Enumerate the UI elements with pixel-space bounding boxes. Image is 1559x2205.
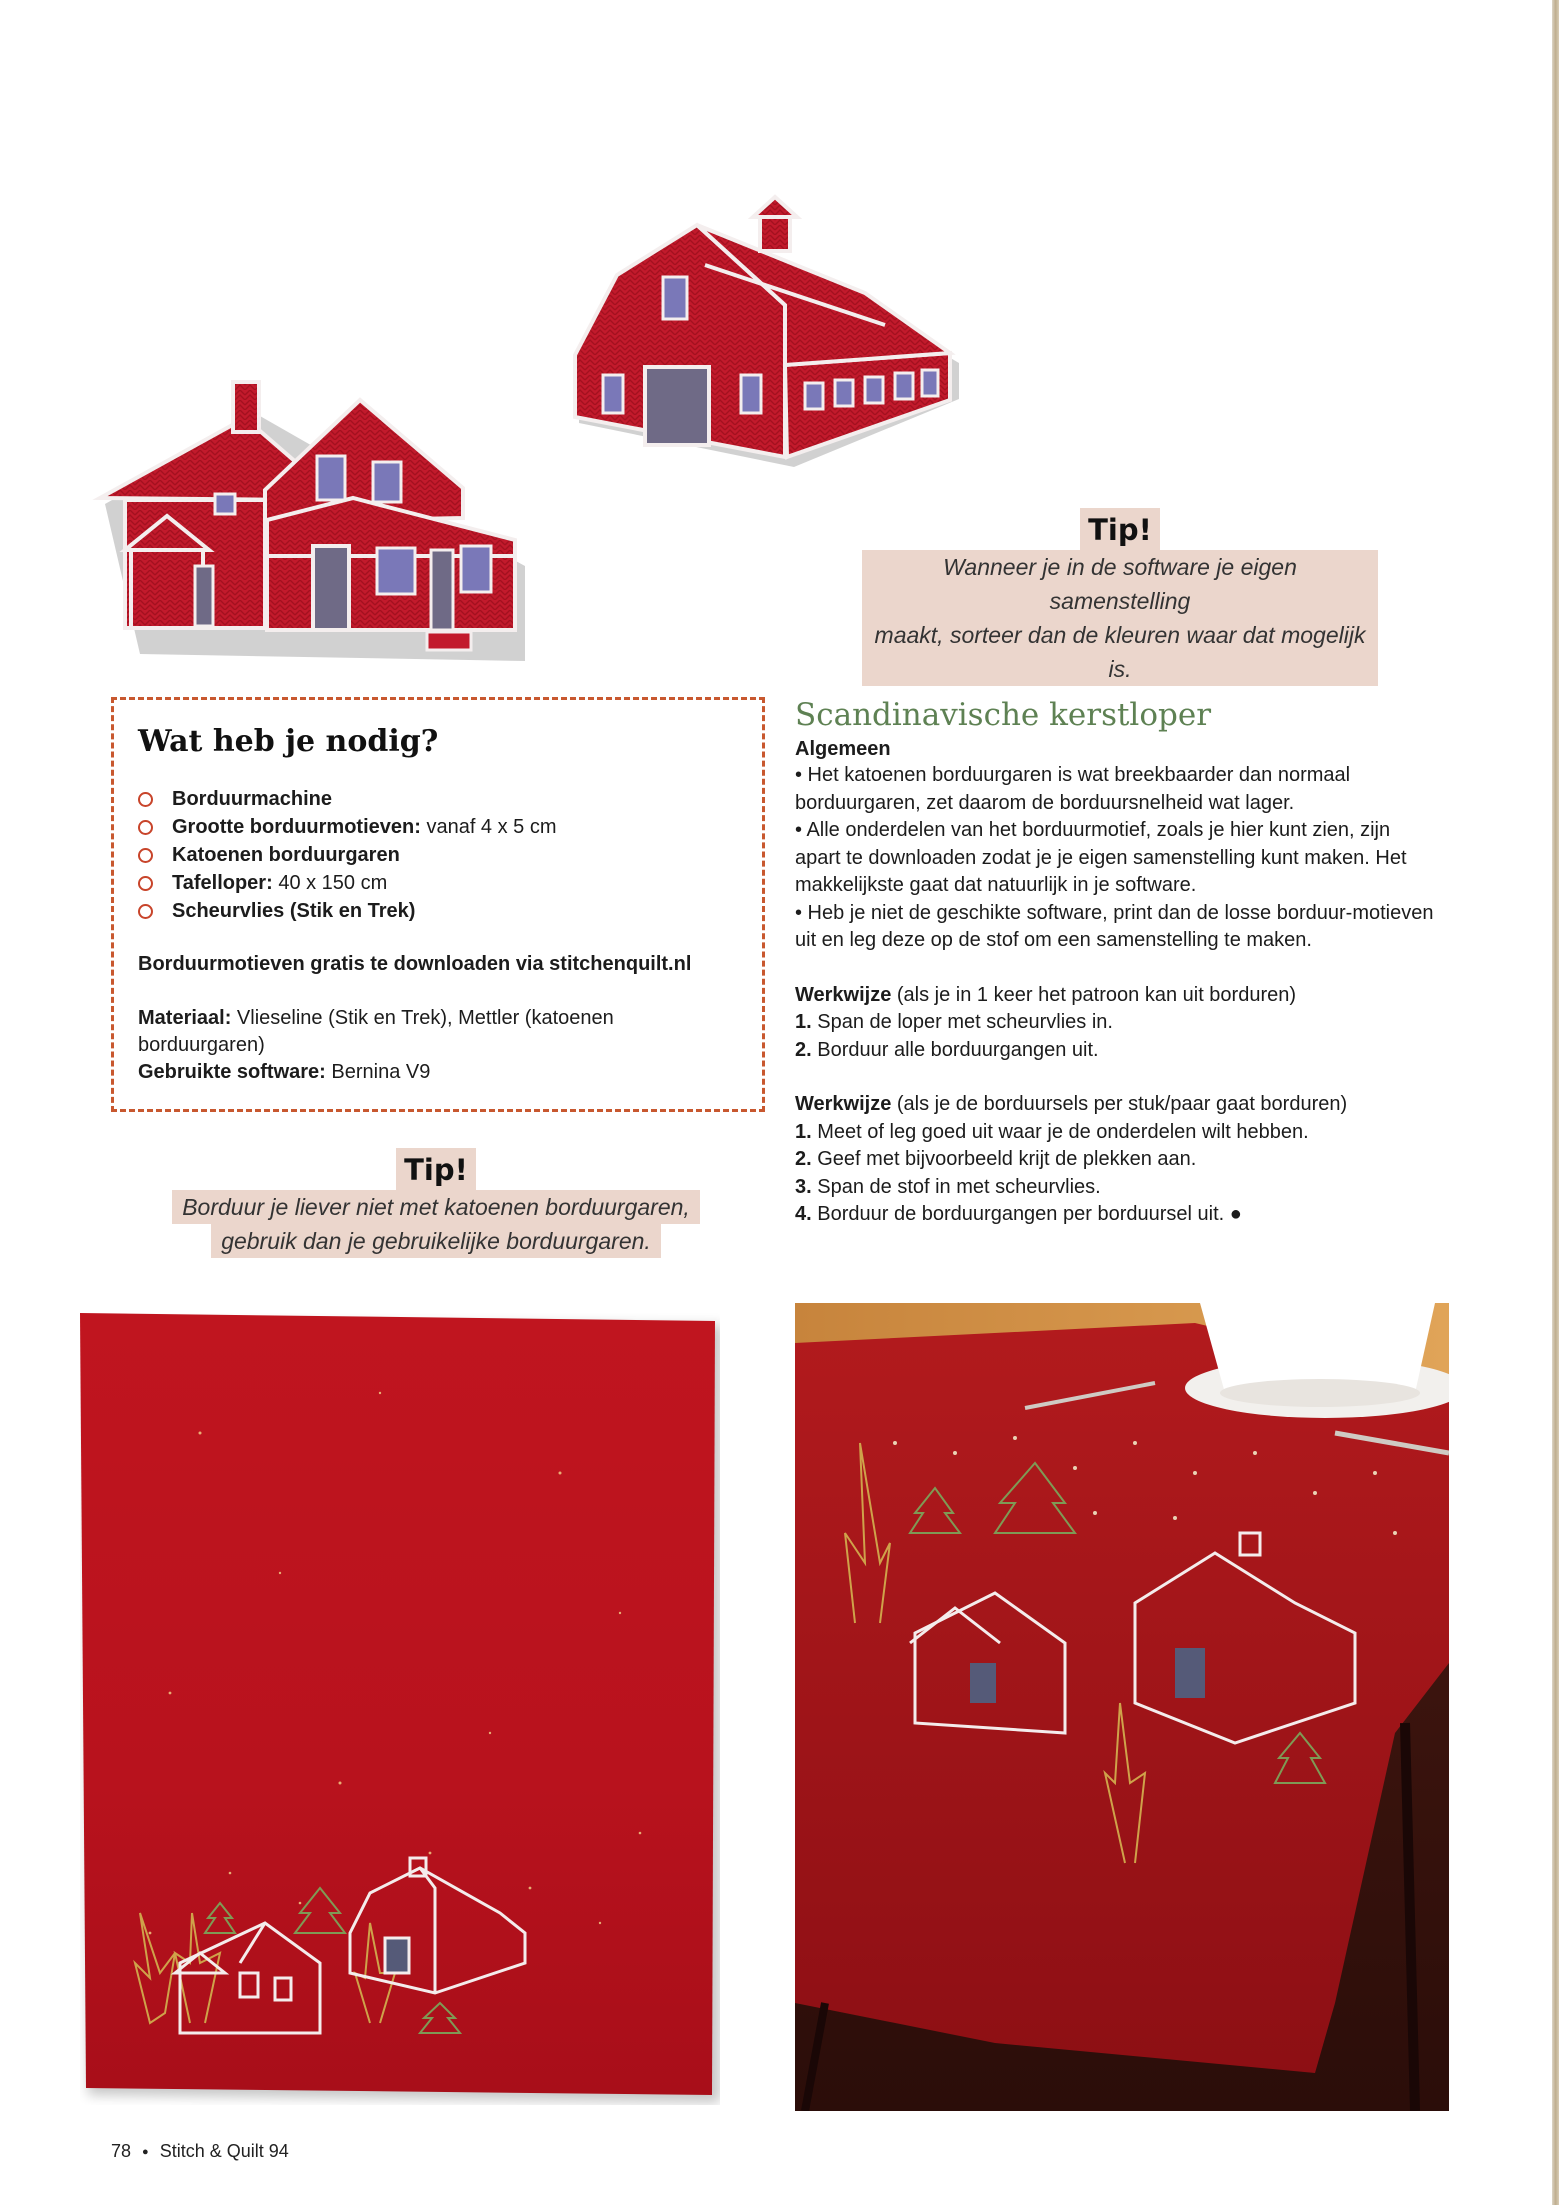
list-item: Katoenen borduurgaren [138, 841, 740, 869]
tip-line: maakt, sorteer dan de kleuren waar dat mogelijk is. [862, 618, 1378, 686]
download-note: Borduurmotieven gratis te downloaden via stitchenquilt.nl [138, 953, 692, 975]
tip-line: Wanneer je in de software je eigen samenstelling [862, 550, 1378, 618]
method-step: 1. Span de loper met scheurvlies in. [795, 1011, 1113, 1033]
article-subtitle: Algemeen [795, 738, 891, 760]
paragraph: • Alle onderdelen van het borduurmotief, zoals je hier kunt zien, zijn apart te downloaden zodat je je eigen samenstelling kunt maken. Het makkelijkste gaat dat natuurlijk in je software. [795, 819, 1407, 896]
tip-thread [170, 1148, 702, 1258]
method-heading: Werkwijze (als je in 1 keer het patroon kan uit borduren) [795, 983, 1297, 1006]
method-heading: Werkwijze (als je de borduursels per stuk/paar gaat borduren) [795, 1093, 1348, 1115]
tip-software [862, 508, 1378, 686]
method-step: 2. Borduur alle borduurgangen uit. [795, 1038, 1099, 1061]
house-embroidery-image [95, 370, 530, 660]
table-runner-photo [80, 1313, 720, 2105]
method-step: 3. Span de stof in met scheurvlies. [795, 1175, 1101, 1198]
circle-bullet-icon [138, 820, 153, 835]
circle-bullet-icon [138, 876, 153, 891]
page-footer [111, 2141, 289, 2162]
article [795, 694, 1435, 1229]
circle-bullet-icon [138, 904, 153, 919]
footer-separator: ● [142, 2146, 149, 2158]
materials-box [111, 697, 765, 1112]
table-setting-photo [795, 1303, 1449, 2111]
page-number: 78 [111, 2141, 132, 2161]
magazine-name: Stitch & Quilt 94 [159, 2141, 289, 2161]
list-item: Scheurvlies (Stik en Trek) [138, 897, 740, 925]
method-step: 4. Borduur de borduurgangen per borduursel uit. ● [795, 1203, 1242, 1225]
list-item: Borduurmachine [138, 785, 740, 813]
page-edge [1552, 0, 1559, 2205]
material-line: Materiaal: Vlieseline (Stik en Trek), Mettler (katoenen borduurgaren) [138, 1007, 614, 1056]
circle-bullet-icon [138, 848, 153, 863]
list-item: Grootte borduurmotieven: vanaf 4 x 5 cm [138, 813, 740, 841]
article-title: Scandinavische kerstloper [795, 697, 1212, 733]
circle-bullet-icon [138, 792, 153, 807]
barn-embroidery-image [565, 195, 975, 470]
method-step: 2. Geef met bijvoorbeeld krijt de plekken aan. [795, 1148, 1197, 1170]
tip-line: Borduur je liever niet met katoenen borduurgaren, [172, 1190, 700, 1224]
list-item: Tafelloper: 40 x 150 cm [138, 869, 740, 897]
paragraph: • Heb je niet de geschikte software, print dan de losse borduur-motieven uit en leg deze op de stof om een samenstelling te maken. [795, 901, 1434, 951]
tip-title: Tip! [396, 1148, 476, 1190]
materials-list [138, 785, 740, 925]
tip-title: Tip! [1080, 508, 1160, 550]
paragraph: • Het katoenen borduurgaren is wat breekbaarder dan normaal borduurgaren, zet daarom de borduursnelheid wat lager. [795, 764, 1351, 814]
method-step: 1. Meet of leg goed uit waar je de onderdelen wilt hebben. [795, 1120, 1309, 1143]
materials-title: Wat heb je nodig? [138, 724, 439, 759]
software-line: Gebruikte software: Bernina V9 [138, 1061, 431, 1083]
tip-line: gebruik dan je gebruikelijke borduurgaren. [211, 1224, 661, 1258]
